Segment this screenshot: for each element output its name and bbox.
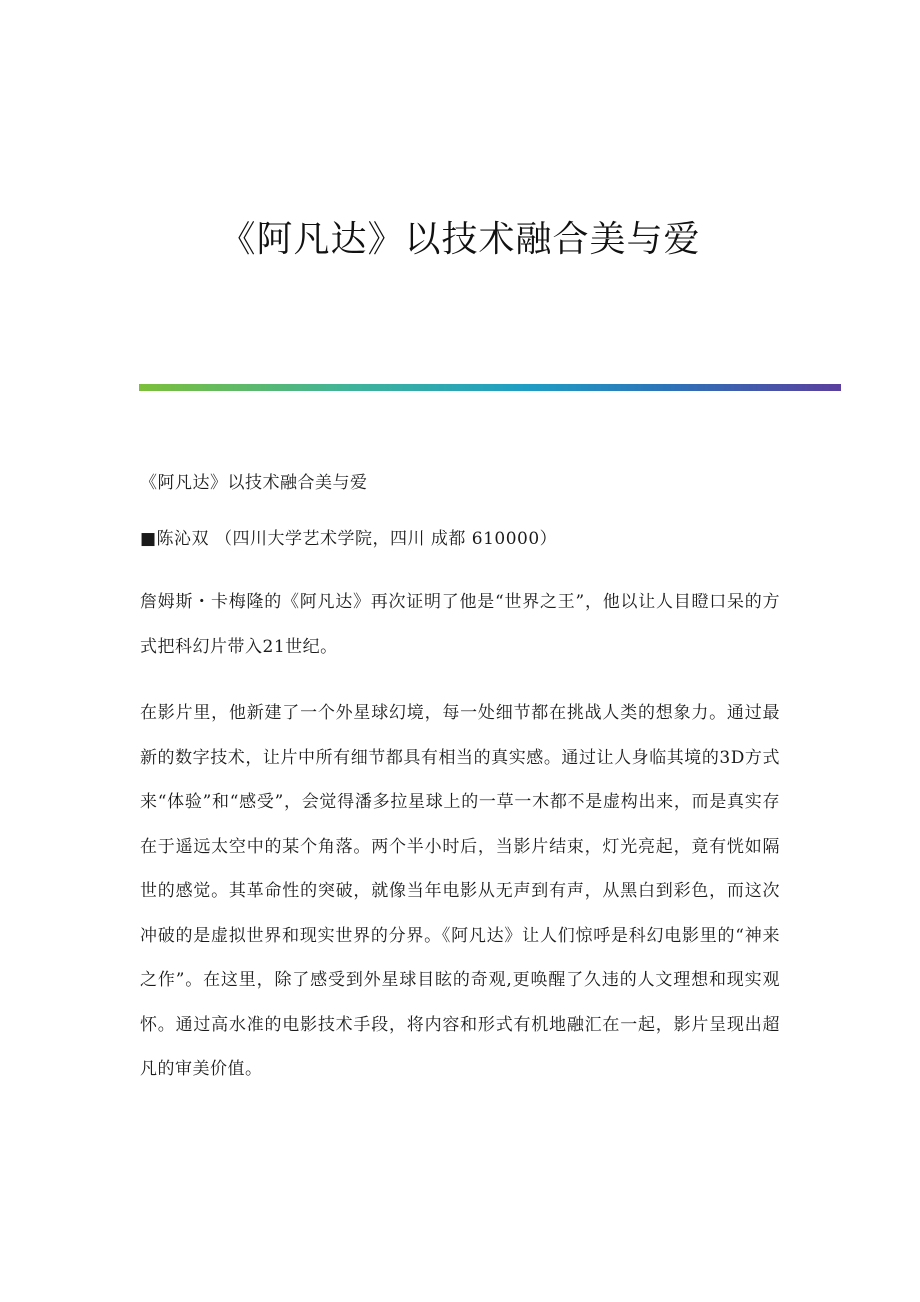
author-line: ■陈沁双 （四川大学艺术学院，四川 成都 610000） <box>140 529 558 549</box>
document-body <box>140 466 780 1114</box>
article-subtitle: 《阿凡达》以技术融合美与爱 <box>140 473 368 493</box>
paragraph-2: 在影片里，他新建了一个外星球幻境，每一处细节都在挑战人类的想象力。通过最新的数字技术，让片中所有细节都具有相当的真实感。通过让人身临其境的3D方式来“体验”和“感受”，会觉得潘多拉星球上的一草一木都不是虚构出来，而是真实存在于遥远太空中的某个角落。两个半小时后，当影片结束，灯光亮起，竟有恍如隔世的感觉。其革命性的突破，就像当年电影从无声到有声，从黑白到彩色，而这次冲破的是虚拟世界和现实世界的分界。《阿凡达》让人们惊呼是科幻电影里的“神来之作”。在这里，除了感受到外星球目眩的奇观,更唤醒了久违的人文理想和现实观怀。通过高水准的电影技术手段，将内容和形式有机地融汇在一起，影片呈现出超凡的审美价值。 <box>140 703 780 1079</box>
page-title: 《阿凡达》以技术融合美与爱 <box>219 219 701 260</box>
paragraph-1: 詹姆斯・卡梅隆的《阿凡达》再次证明了他是“世界之王”，他以让人目瞪口呆的方式把科幻片带入21世纪。 <box>140 592 780 657</box>
title-divider <box>139 384 841 391</box>
